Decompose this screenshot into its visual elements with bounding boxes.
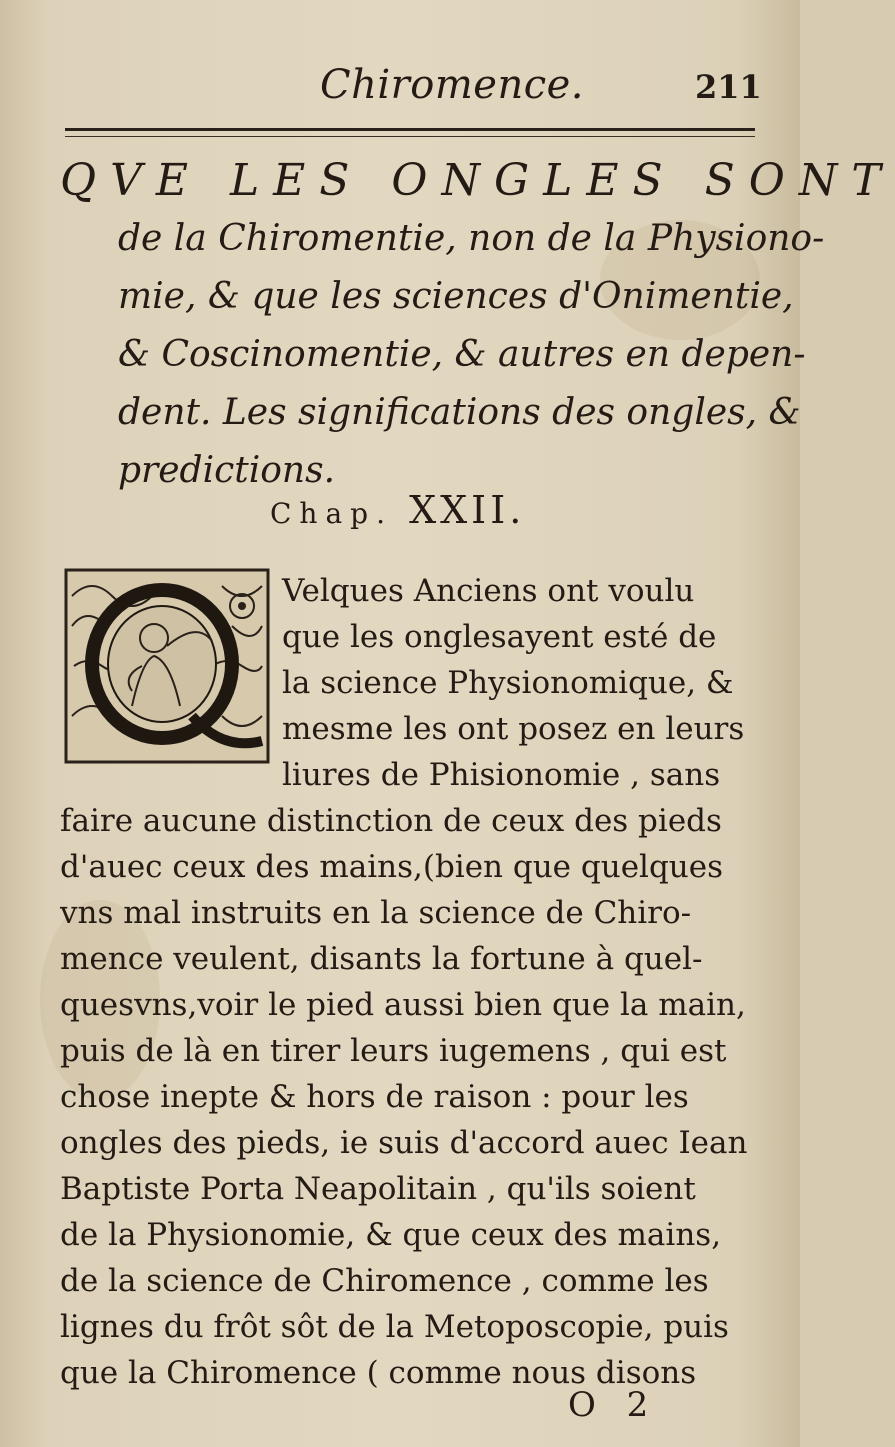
chapter-number xyxy=(270,488,525,532)
heading-line: de la Chiromentie, non de la Physiono- xyxy=(118,218,825,259)
text-line: de la Physionomie, & que ceux des mains, xyxy=(60,1217,722,1253)
text-line: Velques Anciens ont voulu xyxy=(282,573,695,609)
text-line: liures de Phisionomie , sans xyxy=(282,757,721,793)
text-line: la science Physionomique, & xyxy=(282,665,734,701)
header-rule xyxy=(65,128,755,131)
heading-line: dent. Les significations des ongles, & xyxy=(118,392,801,433)
page-number: 211 xyxy=(695,68,762,106)
header-rule-thin xyxy=(65,136,755,137)
text-line: Baptiste Porta Neapolitain , qu'ils soient xyxy=(60,1171,696,1207)
text-line: que les onglesayent esté de xyxy=(282,619,717,655)
heading-line: & Coscinomentie, & autres en depen- xyxy=(118,334,806,375)
text-line: de la science de Chiromence , comme les xyxy=(60,1263,709,1299)
body-text xyxy=(60,568,775,1396)
text-line: vns mal instruits en la science de Chiro- xyxy=(60,895,692,931)
chapter-heading xyxy=(60,152,895,500)
heading-line: QVE LES ONGLES SONT xyxy=(60,155,895,206)
chapter-roman: XXII. xyxy=(409,488,526,532)
text-line: quesvns,voir le pied aussi bien que la main, xyxy=(60,987,746,1023)
text-line: mesme les ont posez en leurs xyxy=(282,711,745,747)
running-head xyxy=(0,62,800,112)
heading-line: mie, & que les sciences d'Onimentie, xyxy=(118,276,794,317)
text-line: chose inepte & hors de raison : pour les xyxy=(60,1079,689,1115)
chapter-label: Chap. xyxy=(270,497,393,530)
text-line: lignes du frôt sôt de la Metoposcopie, puis xyxy=(60,1309,729,1345)
running-title: Chiromence. xyxy=(320,62,585,108)
text-line: que la Chiromence ( comme nous disons xyxy=(60,1355,697,1391)
text-line: d'auec ceux des mains,(bien que quelques xyxy=(60,849,724,885)
text-line: faire aucune distinction de ceux des pieds xyxy=(60,803,722,839)
text-line: mence veulent, disants la fortune à quel- xyxy=(60,941,703,977)
text-line: puis de là en tirer leurs iugemens , qui est xyxy=(60,1033,727,1069)
text-line: ongles des pieds, ie suis d'accord auec Iean xyxy=(60,1125,748,1161)
heading-line: predictions. xyxy=(118,450,336,491)
signature-mark: O 2 xyxy=(568,1385,659,1425)
